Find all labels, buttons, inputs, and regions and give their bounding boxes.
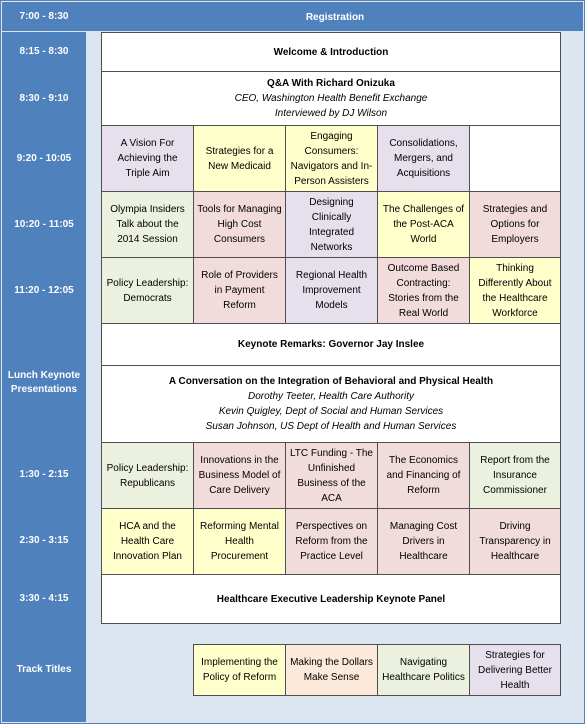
session-1-cell-2: Strategies for a New Medicaid bbox=[193, 125, 286, 192]
qa-line-2: Interviewed by DJ Wilson bbox=[274, 108, 388, 119]
session-2-cell-3: Designing Clinically Integrated Networks bbox=[285, 191, 378, 258]
time-qa: 8:30 - 9:10 bbox=[19, 93, 69, 104]
session-3-cell-1: Policy Leadership: Democrats bbox=[101, 257, 194, 324]
panelist-3: Susan Johnson, US Dept of Health and Human Services bbox=[205, 421, 457, 432]
time-session-5: 2:30 - 3:15 bbox=[19, 534, 69, 546]
track-title-health: Strategies for Delivering Better Health bbox=[469, 644, 561, 696]
session-3-cell-2: Role of Providers in Payment Reform bbox=[193, 257, 286, 324]
session-3-cell-4: Outcome Based Contracting: Stories from the Real World bbox=[377, 257, 470, 324]
session-5-cell-2: Reforming Mental Health Procurement bbox=[193, 508, 286, 575]
session-4-cell-3: LTC Funding - The Unfinished Business of the ACA bbox=[285, 442, 378, 509]
welcome-cell bbox=[101, 32, 561, 72]
session-2-cell-2: Tools for Managing High Cost Consumers bbox=[193, 191, 286, 258]
session-5-cell-4: Managing Cost Drivers in Healthcare bbox=[377, 508, 470, 575]
panel-cell bbox=[101, 574, 561, 624]
track-title-politics: Navigating Healthcare Politics bbox=[377, 644, 470, 696]
time-session-2: 10:20 - 11:05 bbox=[14, 218, 74, 230]
time-lunch: Lunch Keynote Presentations bbox=[7, 370, 81, 395]
session-3-cell-5: Thinking Differently About the Healthcare Workforce bbox=[469, 257, 561, 324]
session-1-cell-5 bbox=[469, 125, 561, 192]
track-title-policy: Implementing the Policy of Reform bbox=[193, 644, 286, 696]
session-2-cell-5: Strategies and Options for Employers bbox=[469, 191, 561, 258]
keynote-cell bbox=[101, 323, 561, 366]
time-track-titles: Track Titles bbox=[16, 664, 72, 675]
time-session-3: 11:20 - 12:05 bbox=[14, 284, 74, 296]
welcome-title: Welcome & Introduction bbox=[273, 46, 389, 58]
session-4-cell-4: The Economics and Financing of Reform bbox=[377, 442, 470, 509]
conversation-title: A Conversation on the Integration of Behavioral and Physical Health bbox=[168, 376, 494, 387]
conversation-cell bbox=[101, 365, 561, 443]
session-4-cell-5: Report from the Insurance Commissioner bbox=[469, 442, 561, 509]
session-5-cell-5: Driving Transparency in Healthcare bbox=[469, 508, 561, 575]
time-session-4: 1:30 - 2:15 bbox=[19, 469, 69, 480]
panelist-1: Dorothy Teeter, Health Care Authority bbox=[247, 391, 414, 402]
panel-title: Healthcare Executive Leadership Keynote Panel bbox=[216, 593, 446, 605]
panelist-2: Kevin Quigley, Dept of Social and Human Services bbox=[218, 406, 444, 417]
track-title-dollars: Making the Dollars Make Sense bbox=[285, 644, 378, 696]
session-1-cell-3: Engaging Consumers: Navigators and In-Person Assisters bbox=[285, 125, 378, 192]
session-1-cell-1: A Vision For Achieving the Triple Aim bbox=[101, 125, 194, 192]
time-registration: 7:00 - 8:30 bbox=[19, 11, 69, 22]
session-1-cell-4: Consolidations, Mergers, and Acquisitions bbox=[377, 125, 470, 192]
keynote-title: Keynote Remarks: Governor Jay Inslee bbox=[237, 339, 425, 350]
session-4-cell-2: Innovations in the Business Model of Care Delivery bbox=[193, 442, 286, 509]
qa-title: Q&A With Richard Onizuka bbox=[267, 78, 395, 89]
session-5-cell-1: HCA and the Health Care Innovation Plan bbox=[101, 508, 194, 575]
time-session-1: 9:20 - 10:05 bbox=[16, 152, 72, 164]
time-panel: 3:30 - 4:15 bbox=[19, 593, 69, 604]
session-4-cell-1: Policy Leadership: Republicans bbox=[101, 442, 194, 509]
qa-cell bbox=[101, 71, 561, 126]
session-2-cell-4: The Challenges of the Post-ACA World bbox=[377, 191, 470, 258]
registration-title: Registration bbox=[305, 11, 365, 23]
registration-bar bbox=[2, 2, 583, 32]
session-2-cell-1: Olympia Insiders Talk about the 2014 Session bbox=[101, 191, 194, 258]
session-3-cell-3: Regional Health Improvement Models bbox=[285, 257, 378, 324]
session-5-cell-3: Perspectives on Reform from the Practice Level bbox=[285, 508, 378, 575]
time-welcome: 8:15 - 8:30 bbox=[19, 46, 69, 57]
qa-line-1: CEO, Washington Health Benefit Exchange bbox=[234, 93, 428, 104]
